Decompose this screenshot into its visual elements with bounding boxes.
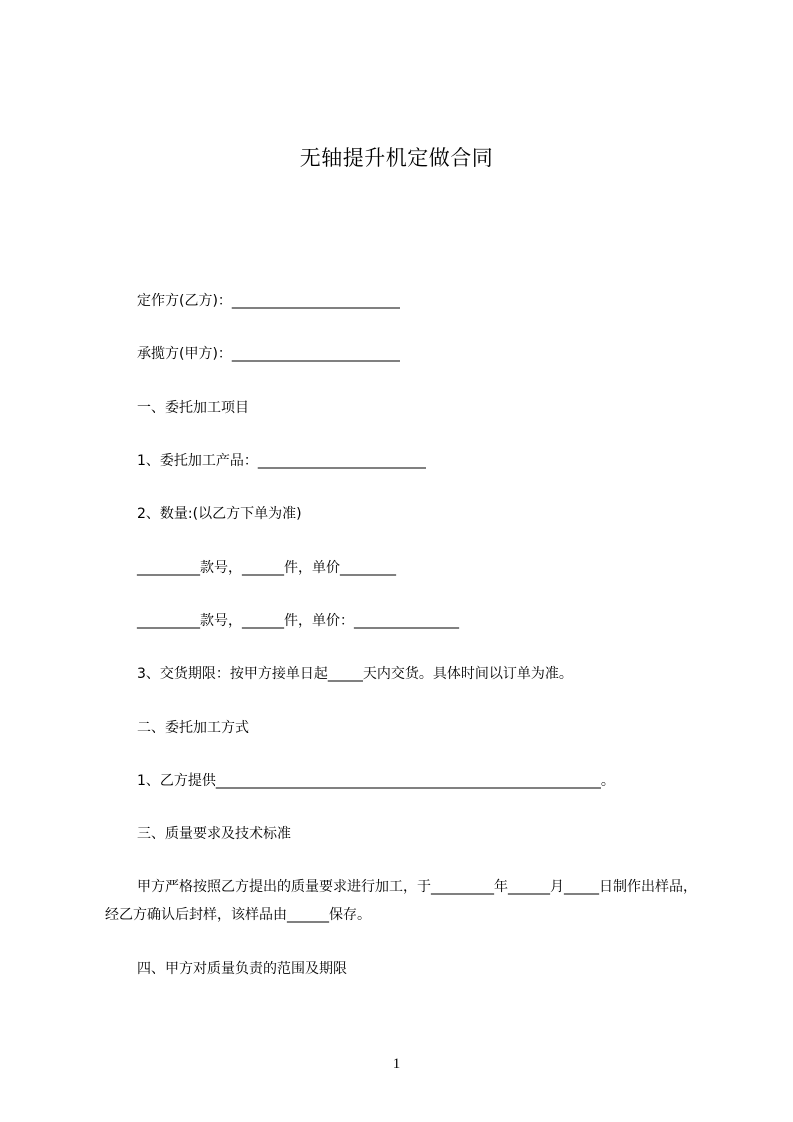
style-row-1: _________款号，______件，单价________ [137,560,396,576]
party-a-line: 承揽方(甲方)：________________________ [137,346,400,362]
document-title: 无轴提升机定做合同 [299,146,494,170]
delivery-term-line: 3、交货期限：按甲方接单日起_____天内交货。具体时间以订单为准。 [137,666,573,682]
section-heading-1: 一、委托加工项目 [137,400,249,416]
section-heading-3: 三、质量要求及技术标准 [137,826,291,842]
quantity-line: 2、数量:(以乙方下单为准) [137,506,302,522]
product-line: 1、委托加工产品：________________________ [137,453,426,469]
page-number: 1 [392,1056,401,1072]
material-supply-line: 1、乙方提供_______________________________________________________。 [137,773,615,789]
party-b-line: 定作方(乙方)：________________________ [137,293,400,309]
section-heading-2: 二、委托加工方式 [137,720,249,736]
style-row-2: _________款号，______件，单价：_______________ [137,613,459,629]
section-heading-4: 四、甲方对质量负责的范围及期限 [137,961,347,977]
quality-paragraph: 甲方严格按照乙方提出的质量要求进行加工，于_________年______月_____日制作出样品，经乙方确认后封样，该样品由______保存。 [105,879,697,923]
